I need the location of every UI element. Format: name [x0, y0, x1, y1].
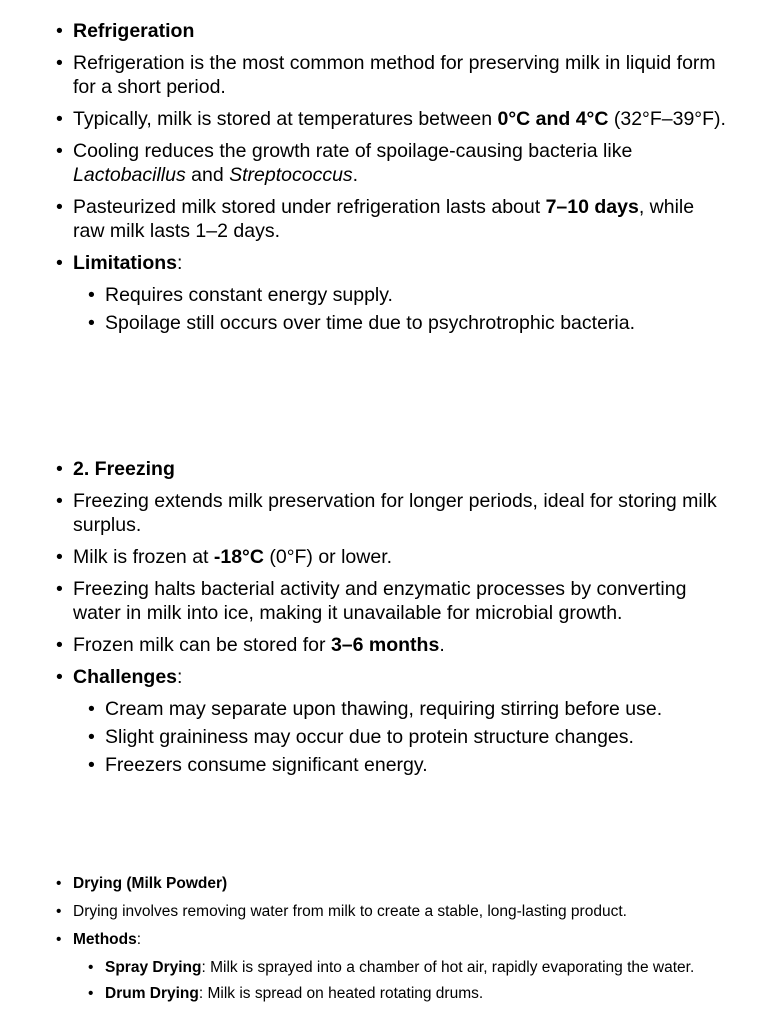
refrigeration-point: • Pasteurized milk stored under refrigeration lasts about 7–10 days, while raw milk lasts 1–2 days.: [56, 195, 728, 243]
drying-heading: • Drying (Milk Powder): [56, 874, 728, 894]
freezing-point: • Freezing halts bacterial activity and enzymatic processes by converting water in milk into ice, making it unavailable for microbial growth.: [56, 577, 728, 625]
limitations-heading: • Limitations:: [56, 251, 728, 275]
methods-heading: • Methods:: [56, 930, 728, 950]
refrigeration-point: • Cooling reduces the growth rate of spoilage-causing bacteria like Lactobacillus and Streptococcus.: [56, 139, 728, 187]
refrigeration-point: • Typically, milk is stored at temperatures between 0°C and 4°C (32°F–39°F).: [56, 107, 728, 131]
challenge-item: • Cream may separate upon thawing, requiring stirring before use.: [88, 697, 728, 721]
freezing-point: • Milk is frozen at -18°C (0°F) or lower.: [56, 545, 728, 569]
drying-section: [56, 874, 728, 1010]
refrigeration-point: • Refrigeration is the most common method for preserving milk in liquid form for a short period.: [56, 51, 728, 99]
challenge-item: • Freezers consume significant energy.: [88, 753, 728, 777]
freezing-section: [56, 457, 728, 781]
challenge-item: • Slight graininess may occur due to protein structure changes.: [88, 725, 728, 749]
drying-point: • Drying involves removing water from milk to create a stable, long-lasting product.: [56, 902, 728, 922]
method-item: • Drum Drying: Milk is spread on heated rotating drums.: [88, 984, 728, 1004]
method-item: • Spray Drying: Milk is sprayed into a chamber of hot air, rapidly evaporating the water.: [88, 958, 728, 978]
freezing-heading: • 2. Freezing: [56, 457, 728, 481]
freezing-point: • Freezing extends milk preservation for longer periods, ideal for storing milk surplus.: [56, 489, 728, 537]
freezing-point: • Frozen milk can be stored for 3–6 months.: [56, 633, 728, 657]
challenges-heading: • Challenges:: [56, 665, 728, 689]
refrigeration-section: [56, 19, 728, 339]
limitation-item: • Requires constant energy supply.: [88, 283, 728, 307]
refrigeration-heading: • Refrigeration: [56, 19, 728, 43]
limitation-item: • Spoilage still occurs over time due to psychrotrophic bacteria.: [88, 311, 728, 335]
